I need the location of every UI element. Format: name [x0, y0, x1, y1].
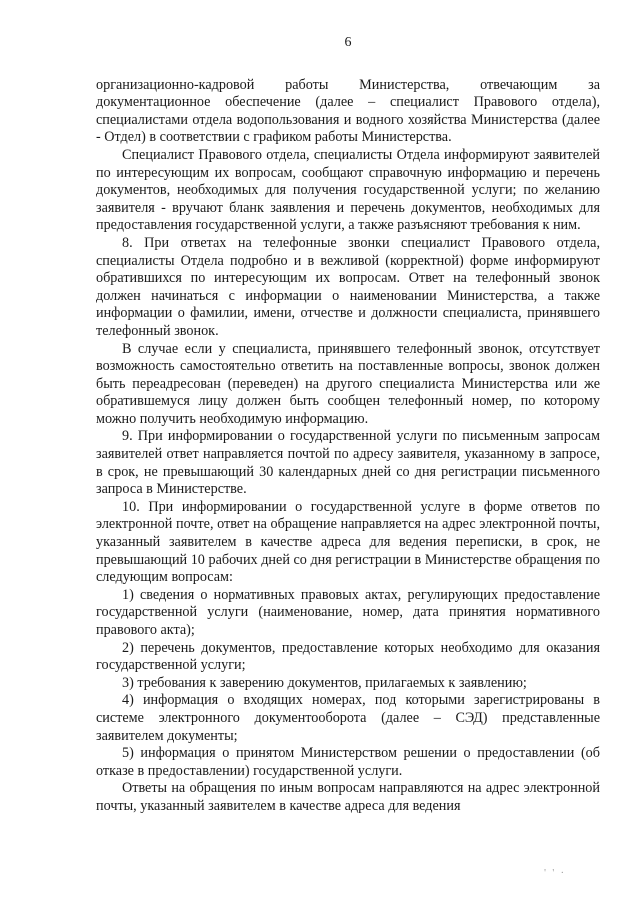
paragraph-specialists-inform: Специалист Правового отдела, специалисты Отдела информируют заявителей по интересующим их вопросам, сообщают справочную информацию и перечень документов, необходимых для получения государственной услуги; по желанию заявителя - вручают бланк заявления и перечень документов, необходимых для предоставления государственной услуги, а также разъясняют требования к ним.	[96, 146, 600, 234]
list-item-2: 2) перечень документов, предоставление которых необходимо для оказания государственной услуги;	[96, 639, 600, 674]
paragraph-10-email: 10. При информировании о государственной услуге в форме ответов по электронной почте, ответ на обращение направляется на адрес электронной почты, указанный заявителем в качестве адреса для ведения переписки, в срок, не превышающий 10 рабочих дней со дня регистрации в Министерстве обращения по следующим вопросам:	[96, 498, 600, 586]
footer-mark: ' ' ·	[544, 868, 566, 880]
paragraph-call-redirect: В случае если у специалиста, принявшего телефонный звонок, отсутствует возможность самостоятельно ответить на поставленные вопросы, звонок должен быть переадресован (переведен) на другого специалиста Министерства или же обратившемуся лицу должен быть сообщен телефонный номер, по которому можно получить необходимую информацию.	[96, 340, 600, 427]
paragraph-other-questions: Ответы на обращения по иным вопросам направляются на адрес электронной почты, указанный заявителем в качестве адреса для ведения	[96, 780, 600, 814]
paragraph-8-phone-calls: 8. При ответах на телефонные звонки специалист Правового отдела, специалисты Отдела подробно и в вежливой (корректной) форме информируют обратившихся по интересующим их вопросам. Ответ на телефонный звонок должен начинаться с информации о наименовании Министерства, а также информации о фамилии, имени, отчестве и должности специалиста, принявшего телефонный звонок.	[96, 234, 600, 339]
page-number: 6	[344, 35, 352, 50]
list-item-3: 3) требования к заверению документов, прилагаемых к заявлению;	[122, 674, 527, 691]
list-item-5: 5) информация о принятом Министерством решении о предоставлении (об отказе в предоставлении) государственной услуги.	[96, 745, 600, 779]
paragraph-continuation: организационно-кадровой работы Министерства, отвечающим за документационное обеспечение (далее – специалист Правового отдела), специалистами отдела водопользования и водного хозяйства Министерства (далее - Отдел) в соответствии с графиком работы Министерства.	[96, 76, 600, 146]
list-item-4: 4) информация о входящих номерах, под которыми зарегистрированы в системе электронного документооборота (далее – СЭД) представленные заявителем документы;	[96, 692, 600, 744]
paragraph-9-written-requests: 9. При информировании о государственной услуги по письменным запросам заявителей ответ направляется почтой по адресу заявителя, указанному в запросе, в срок, не превышающий 30 календарных дней со дня регистрации письменного запроса в Министерстве.	[96, 428, 600, 498]
list-item-1: 1) сведения о нормативных правовых актах, регулирующих предоставление государственной услуги (наименование, номер, дата принятия нормативного правового акта);	[96, 586, 600, 638]
